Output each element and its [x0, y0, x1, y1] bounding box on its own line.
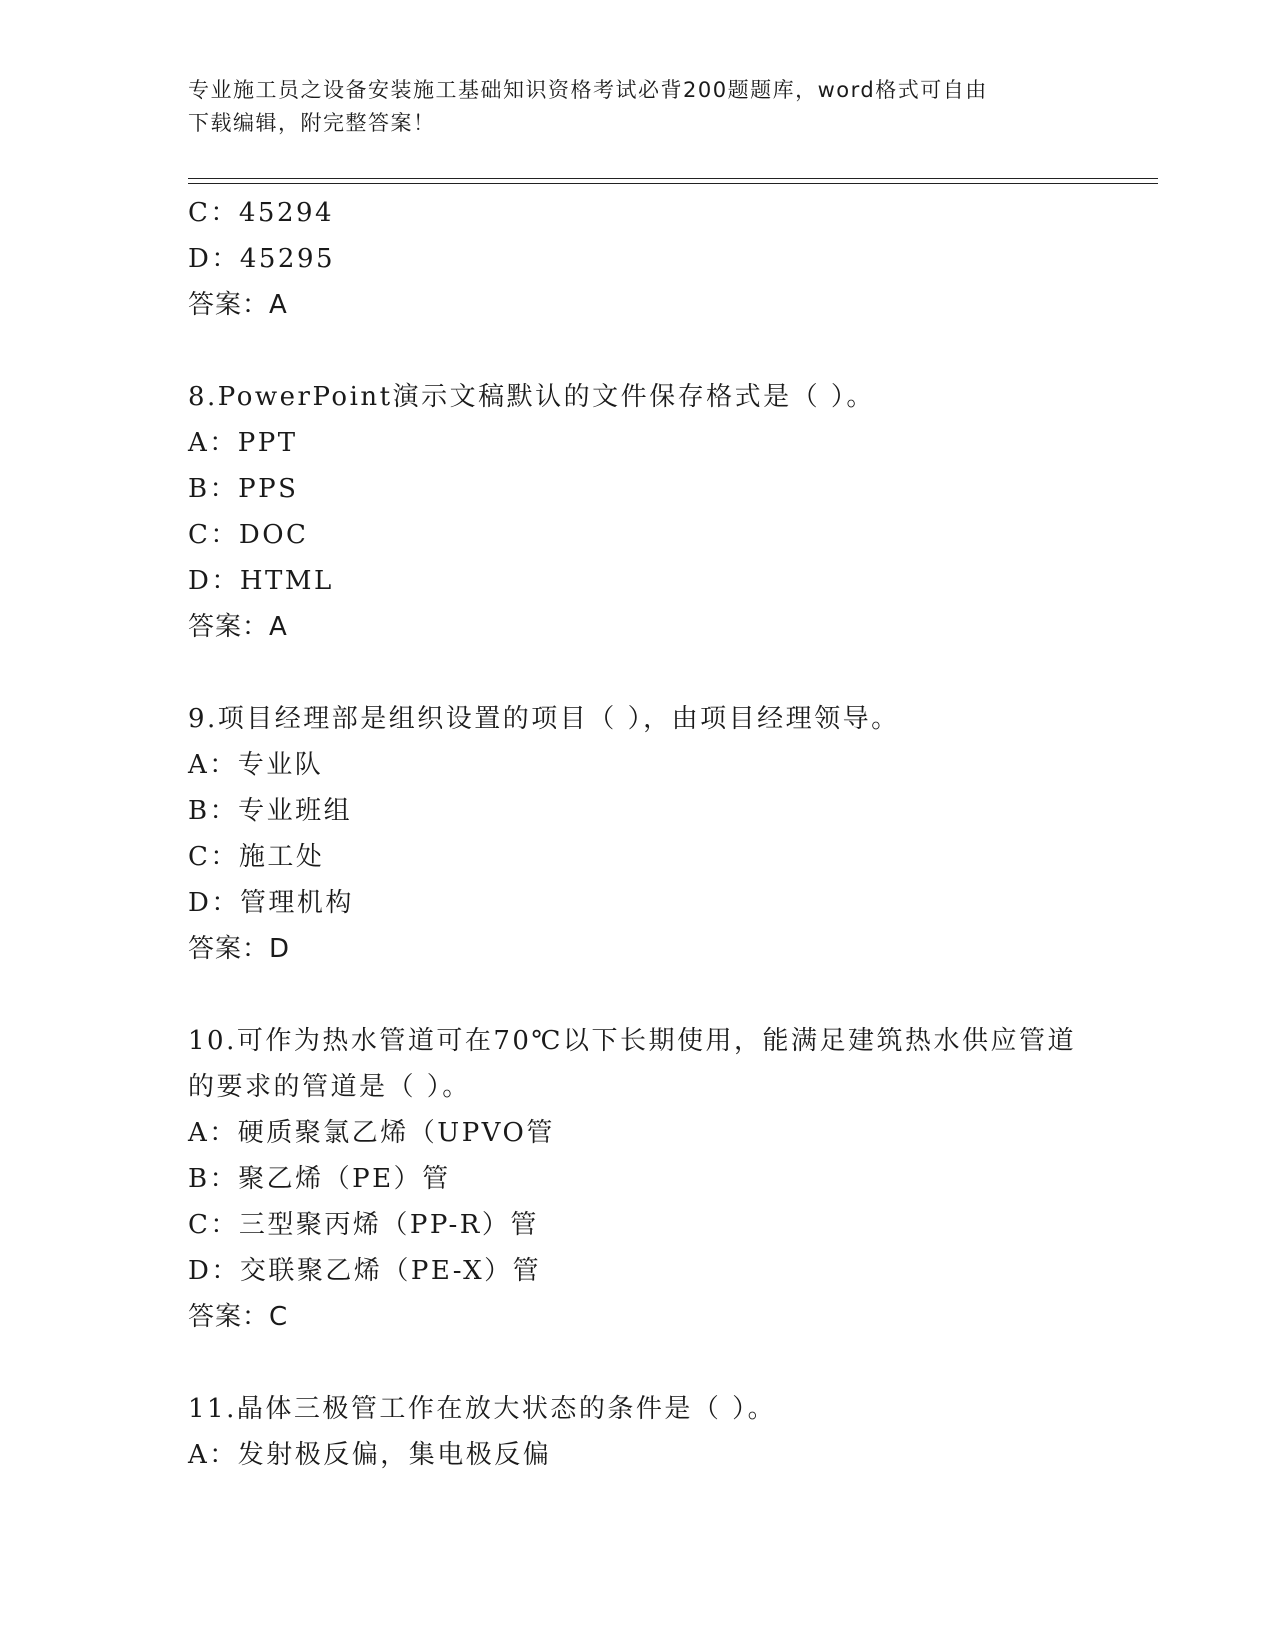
- q9-option-b: B：专业班组: [188, 796, 353, 826]
- document-header: [188, 74, 1088, 140]
- q10-option-c: C：三型聚丙烯（PP-R）管: [188, 1210, 539, 1240]
- header-line-1: 专业施工员之设备安装施工基础知识资格考试必背200题题库，word格式可自由: [188, 78, 988, 102]
- spacer: [188, 650, 1158, 696]
- q9-option-c: C：施工处: [188, 842, 325, 872]
- q8-option-d: D：HTML: [188, 566, 334, 596]
- q11-question: 11.晶体三极管工作在放大状态的条件是（ ）。: [188, 1394, 777, 1424]
- q10-answer: 答案：C: [188, 1302, 289, 1332]
- question-list: [188, 190, 1158, 1478]
- q10-option-d: D：交联聚乙烯（PE-X）管: [188, 1256, 542, 1286]
- q10-option-b: B：聚乙烯（PE）管: [188, 1164, 451, 1194]
- q8-option-c: C：DOC: [188, 520, 309, 550]
- q11-option-a: A：发射极反偏，集电极反偏: [188, 1440, 552, 1470]
- q8-option-a: A：PPT: [188, 428, 298, 458]
- q8-question: 8.PowerPoint演示文稿默认的文件保存格式是（ ）。: [188, 382, 875, 412]
- q10-question-line-1: 10.可作为热水管道可在70℃以下长期使用，能满足建筑热水供应管道: [188, 1026, 1077, 1056]
- q10-question-line-2: 的要求的管道是（ ）。: [188, 1072, 471, 1102]
- spacer: [188, 972, 1158, 1018]
- header-divider-bottom: [188, 183, 1158, 184]
- q9-option-d: D：管理机构: [188, 888, 354, 918]
- header-line-2: 下载编辑，附完整答案！: [188, 111, 436, 135]
- q7-option-d: D：45295: [188, 244, 336, 274]
- q8-answer: 答案：A: [188, 612, 288, 642]
- q7-option-c: C：45294: [188, 198, 335, 228]
- q9-question: 9.项目经理部是组织设置的项目（ ），由项目经理领导。: [188, 704, 900, 734]
- q9-answer: 答案：D: [188, 934, 291, 964]
- spacer: [188, 1340, 1158, 1386]
- spacer: [188, 328, 1158, 374]
- q9-option-a: A：专业队: [188, 750, 324, 780]
- q8-option-b: B：PPS: [188, 474, 299, 504]
- q10-option-a: A：硬质聚氯乙烯（UPVO管: [188, 1118, 555, 1148]
- q7-answer: 答案：A: [188, 290, 288, 320]
- header-divider-top: [188, 178, 1158, 179]
